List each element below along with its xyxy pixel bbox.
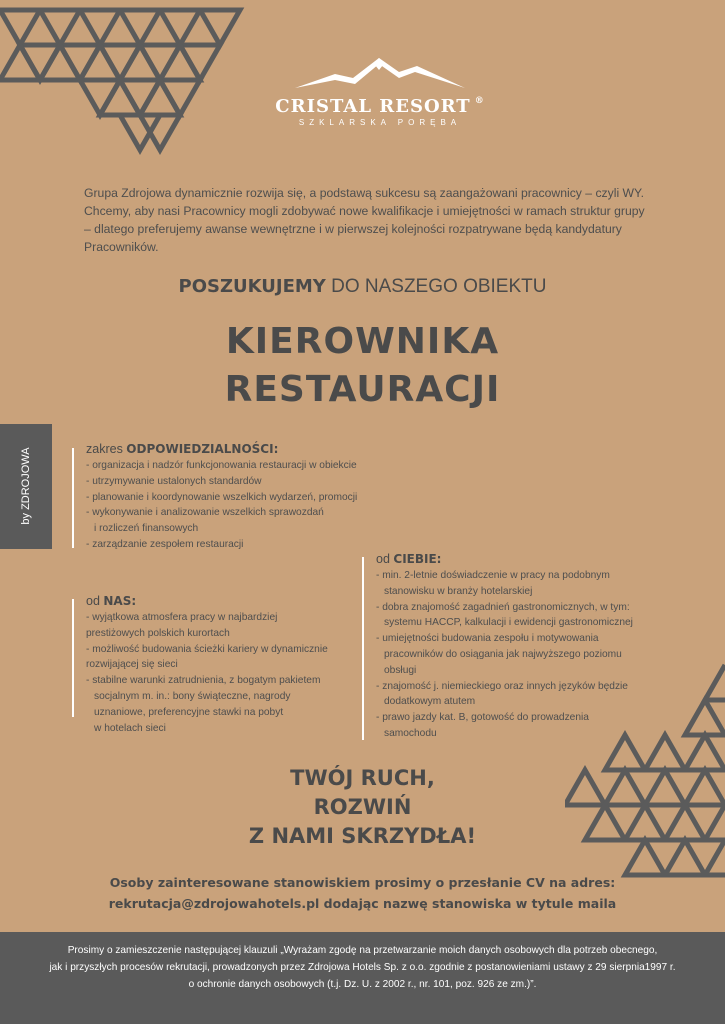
list-item: - wykonywanie i analizowanie wszelkich sprawozdań	[86, 507, 324, 519]
list-item: - prawo jazdy kat. B, gotowość do prowadzenia	[376, 712, 589, 724]
gdpr-line-3: o ochronie danych osobowych (t.j. Dz. U. z 2002 r., nr. 101, poz. 926 ze zm.)”.	[188, 979, 537, 990]
side-tab	[0, 424, 52, 549]
list-item: - wyjątkowa atmosfera pracy w najbardziej	[86, 612, 278, 623]
motto-line-2: ROZWIŃ	[313, 795, 412, 819]
list-item: - dobra znajomość zagadnień gastronomicznych, w tym:	[376, 601, 630, 613]
list-item: - planowanie i koordynowanie wszelkich wydarzeń, promocji	[86, 491, 358, 503]
seek-rest: DO NASZEGO OBIEKTU	[325, 276, 547, 297]
section-divider	[72, 599, 74, 717]
gdpr-line-1: Prosimy o zamieszczenie następującej klauzuli „Wyrażam zgodę na przetwarzanie moich danych osobowych dla potrzeb obecnego,	[67, 945, 658, 956]
gdpr-footer	[0, 932, 725, 1024]
list-item-continuation: obsługi	[384, 664, 417, 676]
seek-heading	[0, 276, 725, 298]
list-item: - umiejętności budowania zespołu i motywowania	[376, 633, 599, 645]
list-item-continuation: socjalnym m. in.: bony świąteczne, nagrody	[94, 690, 291, 702]
cta-line-1: Osoby zainteresowane stanowiskiem prosimy o przesłanie CV na adres:	[109, 875, 616, 890]
motto-line-3: Z NAMI SKRZYDŁA!	[248, 824, 477, 848]
list-item: - stabilne warunki zatrudnienia, z bogatym pakietem	[86, 675, 321, 687]
list-item-continuation: rozwijającej się sieci	[86, 659, 178, 671]
list-item-continuation: systemu HACCP, kalkulacji i ewidencji gastronomicznej	[384, 617, 633, 629]
list-item-continuation: uznaniowe, preferencyjne stawki na pobyt	[94, 706, 284, 718]
section-divider	[72, 448, 74, 548]
logo-subtitle: SZKLARSKA PORĘBA	[298, 118, 462, 127]
list-item-continuation: samochodu	[384, 727, 437, 739]
job-title-line-1: KIEROWNIKA	[225, 321, 500, 362]
list-item: - znajomość j. niemieckiego oraz innych języków będzie	[376, 680, 628, 692]
list-item: - organizacja i nadzór funkcjonowania restauracji w obiekcie	[86, 460, 357, 471]
logo-name: CRISTAL RESORT ®	[275, 96, 485, 117]
offer-heading: od NAS:	[86, 594, 137, 608]
list-item-continuation: w hotelach sieci	[94, 722, 166, 734]
mountains-icon	[295, 52, 465, 92]
seek-bold: POSZUKUJEMY	[178, 276, 326, 297]
application-instructions	[0, 872, 725, 914]
list-item-continuation: stanowisku w branży hotelarskiej	[384, 585, 533, 597]
requirements-section	[362, 552, 666, 742]
registered-mark: ®	[474, 96, 485, 106]
side-tab-label: by ZDROJOWA	[20, 447, 32, 525]
list-item-continuation: pracowników do osiągania jak najwyższego poziomu	[384, 648, 622, 660]
list-item: - min. 2-letnie doświadczenie w pracy na podobnym	[376, 570, 610, 581]
job-title-line-2: RESTAURACJI	[224, 369, 501, 410]
triangle-pattern-top	[0, 0, 255, 170]
intro-paragraph: Grupa Zdrojowa dynamicznie rozwija się, a podstawą sukcesu są zaangażowani pracownicy – czyli WY. Chcemy, aby nasi Pracownicy mogli zdobywać nowe kwalifikacje i umiejętności w ramach struktur grupy – dlatego preferujemy awanse wewnętrzne i w pierwszej kolejności rozpatrywane będą kandydatury Pracowników.	[84, 186, 645, 254]
list-item-continuation: dodatkowym atutem	[384, 696, 476, 708]
gdpr-line-2: jak i przyszłych procesów rekrutacji, prowadzonych przez Zdrojowa Hotels Sp. z o.o. zgodnie z postanowieniami ustawy z 29 sierpnia1997 r.	[49, 962, 676, 973]
gdpr-clause	[24, 942, 701, 993]
list-item-continuation: prestiżowych polskich kurortach	[86, 627, 230, 639]
motto-line-1: TWÓJ RUCH,	[290, 766, 435, 790]
requirements-heading: od CIEBIE:	[376, 552, 442, 566]
motto	[0, 764, 725, 851]
responsibilities-heading: zakres ODPOWIEDZIALNOŚCI:	[86, 442, 279, 456]
list-item: - utrzymywanie ustalonych standardów	[86, 475, 262, 487]
list-item: - możliwość budowania ścieżki kariery w dynamicznie	[86, 643, 328, 655]
job-title	[0, 318, 725, 414]
cristal-resort-logo	[255, 52, 505, 127]
list-item: - zarządzanie zespołem restauracji	[86, 538, 244, 550]
cta-line-2: rekrutacja@zdrojowahotels.pl dodając nazwę stanowiska w tytule maila	[108, 896, 617, 911]
responsibilities-section	[72, 442, 406, 553]
offer-section	[72, 594, 376, 736]
list-item-continuation: i rozliczeń finansowych	[94, 523, 199, 535]
